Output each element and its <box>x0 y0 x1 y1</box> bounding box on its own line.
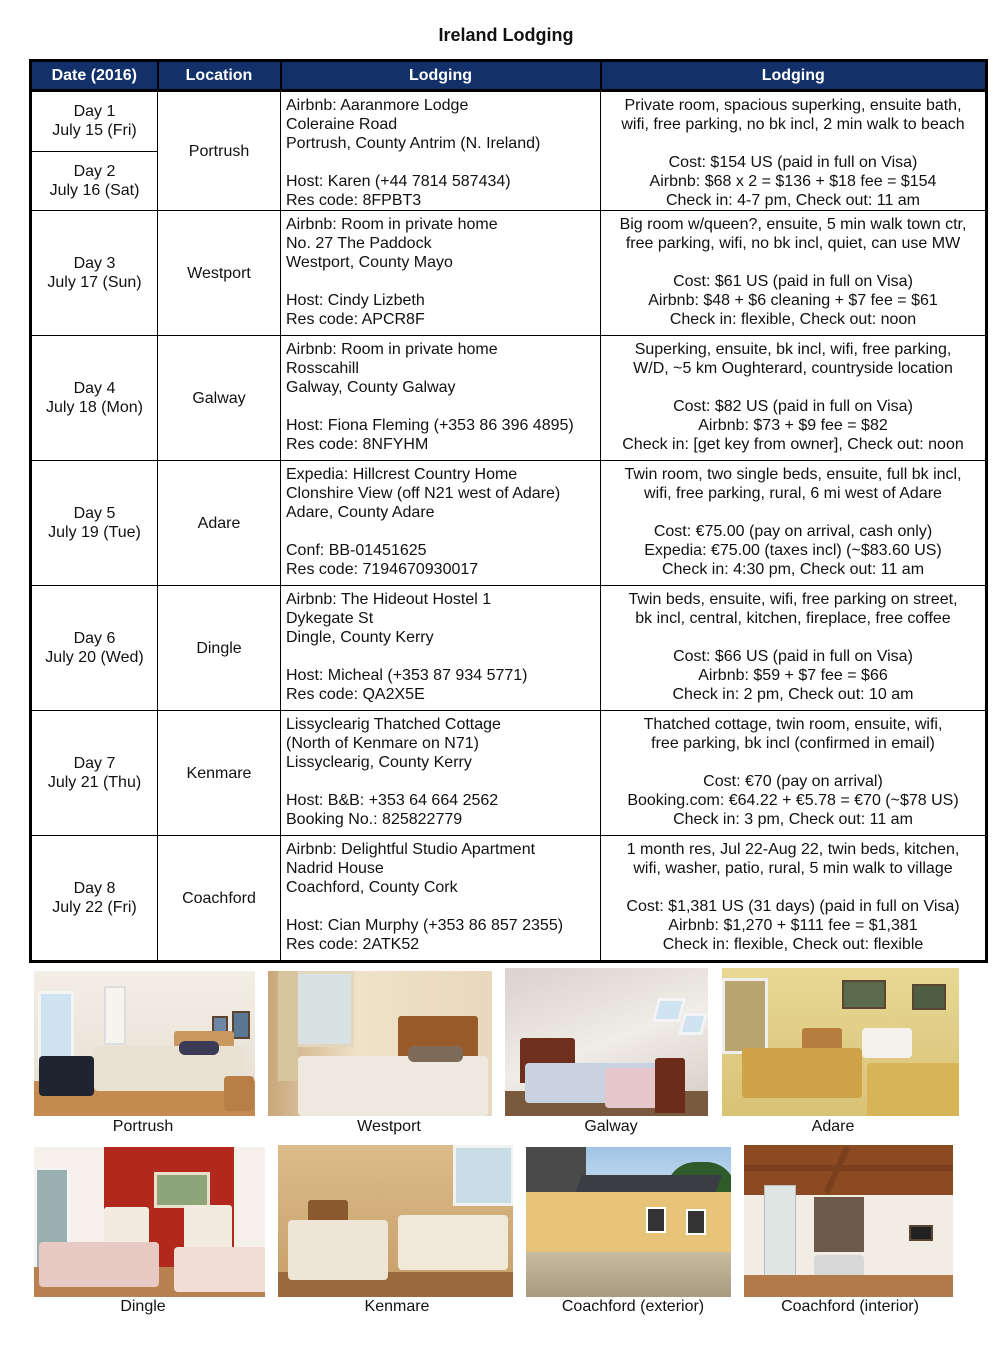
bed <box>174 1247 265 1292</box>
window <box>686 1209 706 1235</box>
location-cell: Portrush <box>158 91 281 211</box>
text-line: Check in: flexible, Check out: flexible <box>662 936 924 953</box>
pillow <box>179 1041 219 1055</box>
lodging-cell <box>281 586 601 711</box>
text-line: Cost: €70 (pay on arrival) <box>703 773 883 790</box>
text-line: Cost: $66 US (paid in full on Visa) <box>673 648 913 665</box>
picture-frame <box>912 984 946 1010</box>
lodging-cell <box>281 91 601 211</box>
nightstand <box>224 1076 254 1111</box>
line-gap <box>601 878 985 897</box>
text-line: Res code: 2ATK52 <box>286 936 420 953</box>
window <box>646 1207 666 1233</box>
table-row <box>31 211 987 336</box>
lodging-cell <box>281 711 601 836</box>
footboard <box>655 1058 685 1113</box>
picture-frame <box>842 980 886 1009</box>
text-line: Res code: 7194670930017 <box>286 561 479 578</box>
text-line: Day 5 <box>73 505 116 522</box>
text-line: Day 1 <box>73 103 116 121</box>
text-line: Coachford, County Cork <box>286 879 458 896</box>
text-line: Res code: 8FPBT3 <box>286 192 422 209</box>
details-cell <box>601 711 987 836</box>
date-cell <box>31 151 158 211</box>
text-line: Day 8 <box>73 880 116 897</box>
page-title: Ireland Lodging <box>438 25 574 45</box>
text-line: wifi, washer, patio, rural, 5 min walk to village <box>633 860 953 877</box>
text-line: Thatched cottage, twin room, ensuite, wifi, <box>643 716 943 733</box>
photo-caption: Dingle <box>120 1298 166 1315</box>
door <box>104 986 126 1045</box>
line-gap <box>286 772 600 791</box>
location-cell: Galway <box>158 336 281 461</box>
photo-caption: Portrush <box>112 1118 174 1135</box>
line-gap <box>286 897 600 916</box>
bed <box>398 1215 508 1270</box>
table-row <box>31 586 987 711</box>
text-line: Lissyclearig Thatched Cottage <box>286 716 501 733</box>
text-line: Day 2 <box>73 162 116 180</box>
text-line: July 17 (Sun) <box>47 274 142 291</box>
photo-8 <box>744 1145 953 1297</box>
text-line: Galway, County Galway <box>286 379 456 396</box>
text-line: Dingle, County Kerry <box>286 629 434 646</box>
date-cell <box>31 836 158 962</box>
bed <box>867 1063 959 1116</box>
header-location: Location <box>158 61 281 91</box>
beam <box>744 1165 953 1171</box>
location-cell: Coachford <box>158 836 281 962</box>
text-line: Adare, County Adare <box>286 504 435 521</box>
text-line: Cost: $61 US (paid in full on Visa) <box>673 273 913 290</box>
text-line: (North of Kenmare on N71) <box>286 735 479 752</box>
text-line: Westport, County Mayo <box>286 254 453 271</box>
table-row <box>31 711 987 836</box>
text-line: July 19 (Tue) <box>48 524 141 541</box>
photo-caption: Westport <box>357 1118 421 1135</box>
location-cell: Dingle <box>158 586 281 711</box>
text-line: Host: Fiona Fleming (+353 86 396 4895) <box>286 417 574 434</box>
location-cell: Kenmare <box>158 711 281 836</box>
text-line: Check in: 4-7 pm, Check out: 11 am <box>665 192 921 209</box>
text-line: Host: Cindy Lizbeth <box>286 292 425 309</box>
lodging-cell <box>281 461 601 586</box>
text-line: wifi, free parking, rural, 6 mi west of Adare <box>644 485 942 502</box>
text-line: free parking, wifi, no bk incl, quiet, can use MW <box>625 235 961 252</box>
line-gap <box>601 134 985 153</box>
text-line: Cost: $154 US (paid in full on Visa) <box>668 154 918 171</box>
pillow <box>408 1046 463 1062</box>
date-cell <box>31 461 158 586</box>
text-line: Res code: 8NFYHM <box>286 436 429 453</box>
text-line: Check in: 4:30 pm, Check out: 11 am <box>661 561 925 578</box>
bed <box>288 1220 388 1280</box>
text-line: Day 4 <box>73 380 116 397</box>
text-line: Booking No.: 825822779 <box>286 811 463 828</box>
text-line: Airbnb: Delightful Studio Apartment <box>286 841 536 858</box>
text-line: Airbnb: The Hideout Hostel 1 <box>286 591 492 608</box>
bed <box>39 1242 159 1287</box>
line-gap <box>286 153 600 172</box>
text-line: Cost: $82 US (paid in full on Visa) <box>673 398 913 415</box>
text-line: Airbnb: $68 x 2 = $136 + $18 fee = $154 <box>649 173 937 190</box>
text-line: Check in: 3 pm, Check out: 11 am <box>673 811 913 828</box>
date-cell <box>31 336 158 461</box>
details-cell <box>601 211 987 336</box>
line-gap <box>601 378 985 397</box>
text-line: July 21 (Thu) <box>47 774 142 791</box>
photo-5 <box>34 1147 265 1297</box>
text-line: Expedia: Hillcrest Country Home <box>286 466 518 483</box>
text-line: Portrush, County Antrim (N. Ireland) <box>286 135 541 152</box>
text-line: Res code: QA2X5E <box>286 686 425 703</box>
photo-caption: Galway <box>584 1118 638 1135</box>
tv <box>909 1225 933 1241</box>
table-header-row <box>31 61 987 91</box>
text-line: Airbnb: $59 + $7 fee = $66 <box>698 667 888 684</box>
text-line: Lissyclearig, County Kerry <box>286 754 472 771</box>
dresser <box>862 1028 912 1058</box>
table-row <box>31 836 987 962</box>
text-line: Airbnb: $48 + $6 cleaning + $7 fee = $61 <box>648 292 938 309</box>
details-cell <box>601 586 987 711</box>
stone-wall <box>814 1197 864 1252</box>
text-line: Nadrid House <box>286 860 384 877</box>
text-line: Airbnb: Aaranmore Lodge <box>286 97 469 114</box>
text-line: W/D, ~5 km Oughterard, countryside location <box>633 360 953 377</box>
text-line: Coleraine Road <box>286 116 398 133</box>
header-lodging-details: Lodging <box>601 61 987 91</box>
bed <box>742 1048 862 1098</box>
text-line: Rosscahill <box>286 360 359 377</box>
text-line: Check in: flexible, Check out: noon <box>669 311 917 328</box>
text-line: Private room, spacious superking, ensuite bath, <box>624 97 962 114</box>
text-line: July 15 (Fri) <box>52 122 137 140</box>
location-cell: Adare <box>158 461 281 586</box>
text-line: July 18 (Mon) <box>46 399 143 416</box>
text-line: Cost: €75.00 (pay on arrival, cash only) <box>653 523 933 540</box>
text-line: Airbnb: Room in private home <box>286 216 498 233</box>
text-line: bk incl, central, kitchen, fireplace, free coffee <box>635 610 951 627</box>
photo-1 <box>34 971 255 1116</box>
text-line: Host: B&B: +353 64 664 2562 <box>286 792 499 809</box>
text-line: July 22 (Fri) <box>52 899 137 916</box>
line-gap <box>601 753 985 772</box>
text-line: July 20 (Wed) <box>45 649 144 666</box>
text-line: Res code: APCR8F <box>286 311 425 328</box>
date-cell <box>31 211 158 336</box>
date-cell <box>31 711 158 836</box>
line-gap <box>601 253 985 272</box>
photo-2 <box>268 971 492 1116</box>
line-gap <box>286 647 600 666</box>
text-line: Cost: $1,381 US (31 days) (paid in full on Visa) <box>626 898 960 915</box>
text-line: Day 7 <box>73 755 116 772</box>
details-cell <box>601 461 987 586</box>
photo-3 <box>505 968 708 1116</box>
photo-6 <box>278 1145 513 1297</box>
photo-caption: Kenmare <box>364 1298 430 1315</box>
lodging-cell <box>281 836 601 962</box>
text-line: Day 3 <box>73 255 116 272</box>
line-gap <box>286 272 600 291</box>
header-lodging: Lodging <box>281 61 601 91</box>
text-line: Twin room, two single beds, ensuite, full bk incl, <box>624 466 962 483</box>
text-line: Conf: BB-01451625 <box>286 542 427 559</box>
photo-caption: Adare <box>811 1118 855 1135</box>
text-line: Airbnb: $1,270 + $111 fee = $1,381 <box>668 917 918 934</box>
photo-7 <box>526 1147 731 1297</box>
date-cell <box>31 586 158 711</box>
table-row <box>31 461 987 586</box>
lodging-cell <box>281 336 601 461</box>
details-cell <box>601 836 987 962</box>
text-line: Check in: [get key from owner], Check out: noon <box>622 436 964 453</box>
text-line: Airbnb: $73 + $9 fee = $82 <box>698 417 888 434</box>
details-cell <box>601 336 987 461</box>
bed <box>298 1056 488 1116</box>
line-gap <box>286 522 600 541</box>
text-line: 1 month res, Jul 22-Aug 22, twin beds, kitchen, <box>626 841 960 858</box>
header-date: Date (2016) <box>31 61 158 91</box>
curtain <box>278 971 298 1081</box>
table-row <box>31 336 987 461</box>
photo-caption: Coachford (exterior) <box>561 1298 705 1315</box>
text-line: Airbnb: Room in private home <box>286 341 498 358</box>
location-cell: Westport <box>158 211 281 336</box>
photo-caption: Coachford (interior) <box>781 1298 919 1315</box>
bed <box>94 1046 244 1091</box>
lodging-cell <box>281 211 601 336</box>
text-line: Day 6 <box>73 630 116 647</box>
lodging-table <box>29 59 988 963</box>
text-line: Clonshire View (off N21 west of Adare) <box>286 485 561 502</box>
text-line: Host: Cian Murphy (+353 86 857 2355) <box>286 917 564 934</box>
picture-frame <box>232 1011 250 1039</box>
floor <box>744 1275 953 1297</box>
text-line: Host: Micheal (+353 87 934 5771) <box>286 667 528 684</box>
patio <box>526 1252 731 1297</box>
text-line: Superking, ensuite, bk incl, wifi, free parking, <box>634 341 952 358</box>
text-line: Dykegate St <box>286 610 374 627</box>
picture-frame <box>154 1172 210 1208</box>
text-line: Big room w/queen?, ensuite, 5 min walk town ctr, <box>619 216 967 233</box>
text-line: Twin beds, ensuite, wifi, free parking on street, <box>628 591 958 608</box>
photo-4 <box>722 968 959 1116</box>
text-line: Expedia: €75.00 (taxes incl) (~$83.60 US) <box>644 542 942 559</box>
cabinet <box>764 1185 796 1277</box>
details-cell <box>601 91 987 211</box>
text-line: Check in: 2 pm, Check out: 10 am <box>672 686 914 703</box>
line-gap <box>601 503 985 522</box>
window <box>453 1145 513 1206</box>
text-line: Host: Karen (+44 7814 587434) <box>286 173 511 190</box>
armchair <box>39 1056 94 1096</box>
text-line: No. 27 The Paddock <box>286 235 432 252</box>
text-line: free parking, bk incl (confirmed in email) <box>651 735 935 752</box>
line-gap <box>601 628 985 647</box>
text-line: Booking.com: €64.22 + €5.78 = €70 (~$78 US) <box>627 792 959 809</box>
line-gap <box>286 397 600 416</box>
table-row <box>31 91 987 152</box>
text-line: July 16 (Sat) <box>49 181 140 199</box>
text-line: wifi, free parking, no bk incl, 2 min walk to beach <box>621 116 965 133</box>
window <box>722 978 768 1054</box>
date-cell <box>31 91 158 152</box>
